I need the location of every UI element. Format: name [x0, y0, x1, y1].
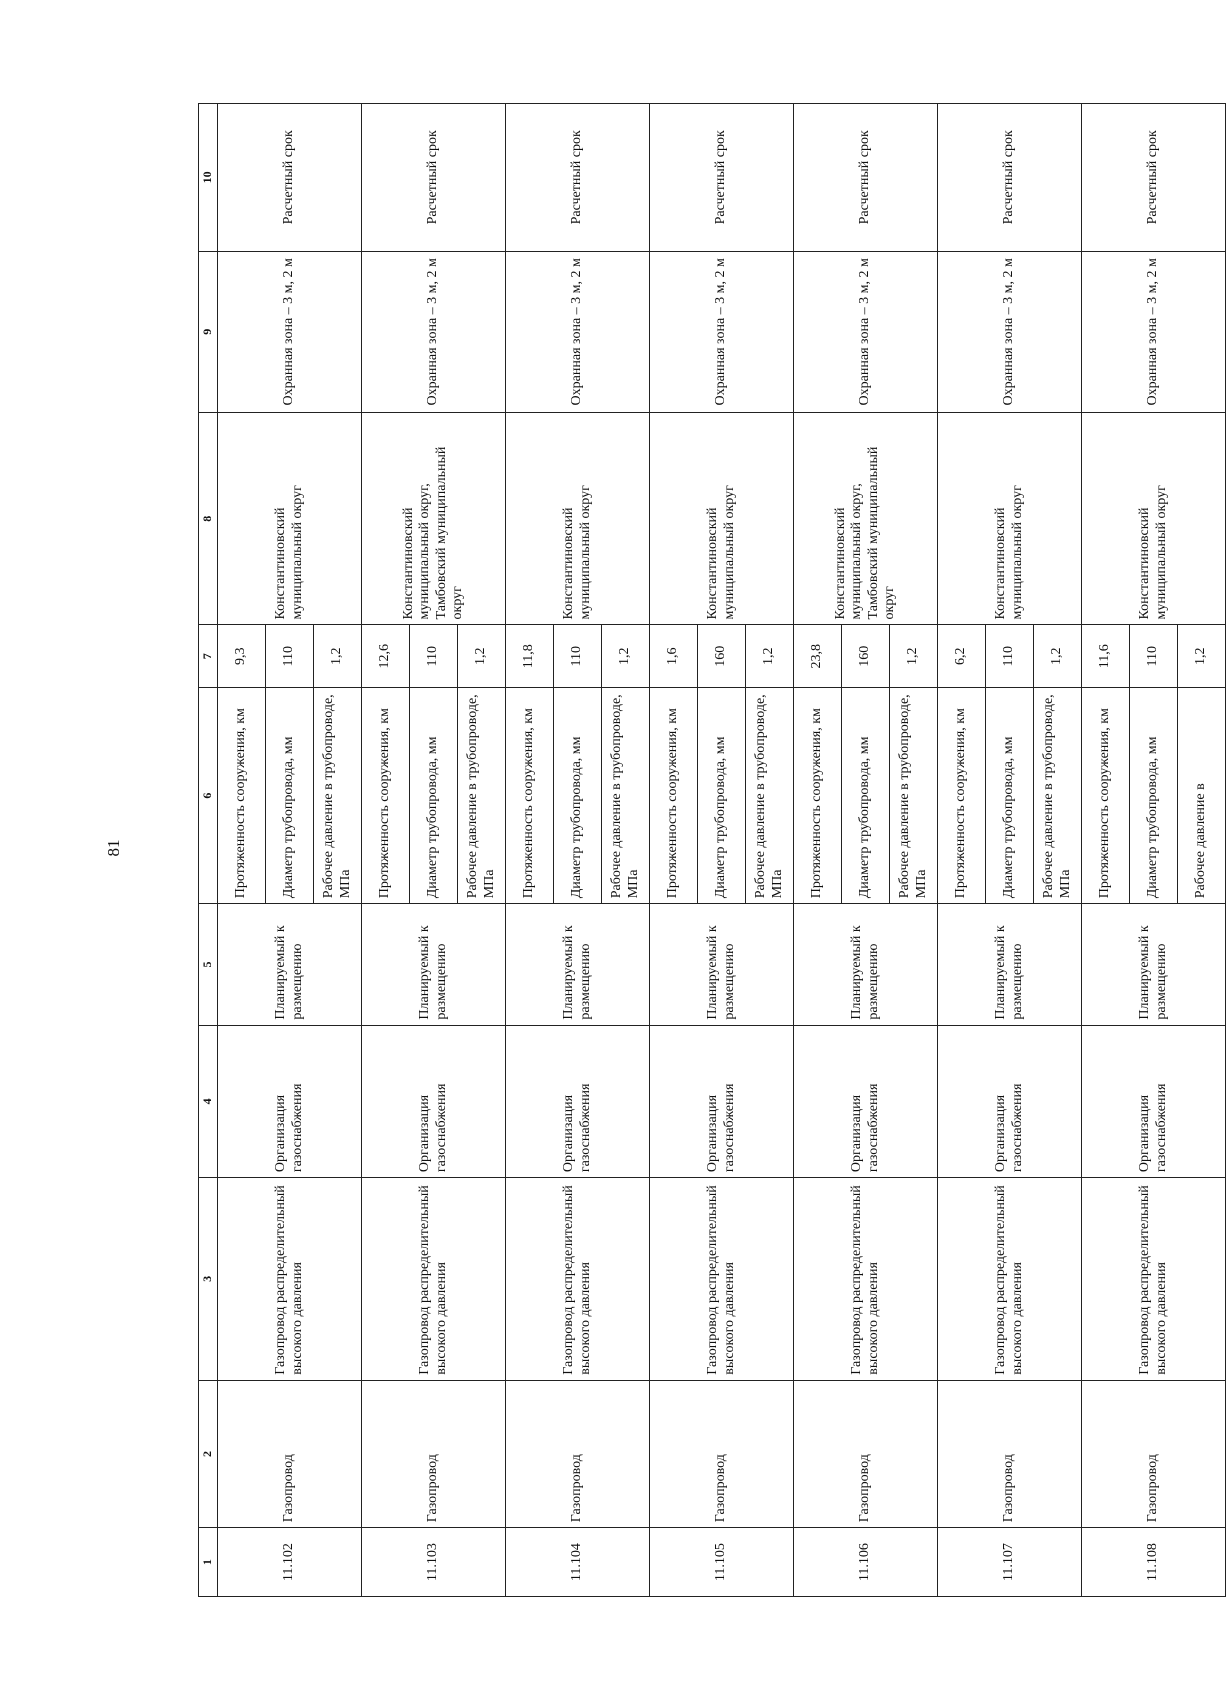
object-type: Газопровод	[1082, 1380, 1226, 1528]
object-zone: Охранная зона – 3 м, 2 м	[938, 251, 1082, 412]
object-zone: Охранная зона – 3 м, 2 м	[650, 251, 794, 412]
object-status: Планируемый к размещению	[650, 904, 794, 1025]
characteristic-value: 110	[410, 625, 458, 688]
object-name: Газопровод распределительный высокого давления	[938, 1178, 1082, 1381]
column-number: 1	[199, 1528, 218, 1597]
characteristic-value: 160	[698, 625, 746, 688]
characteristic-value: 12,6	[362, 625, 410, 688]
characteristic-value: 9,3	[218, 625, 266, 688]
object-term: Расчетный срок	[506, 104, 650, 252]
object-status: Планируемый к размещению	[218, 904, 362, 1025]
table-viewport	[198, 103, 1209, 1597]
characteristic-label: Рабочее давление в трубопроводе, МПа	[1034, 687, 1082, 903]
object-purpose: Организация газоснабжения	[1082, 1025, 1226, 1178]
characteristic-label: Диаметр трубопровода, мм	[698, 687, 746, 903]
object-type: Газопровод	[650, 1380, 794, 1528]
object-term: Расчетный срок	[650, 104, 794, 252]
characteristic-label: Протяженность сооружения, км	[362, 687, 410, 903]
characteristic-value: 23,8	[794, 625, 842, 688]
object-purpose: Организация газоснабжения	[650, 1025, 794, 1178]
object-location: Константиновский муниципальный округ	[938, 412, 1082, 625]
object-type: Газопровод	[938, 1380, 1082, 1528]
row-number: 11.108	[1082, 1528, 1226, 1597]
object-location: Константиновский муниципальный округ, Тамбовский муниципальный округ	[794, 412, 938, 625]
characteristic-label: Рабочее давление в трубопроводе, МПа	[890, 687, 938, 903]
characteristic-value: 160	[842, 625, 890, 688]
characteristic-value: 110	[266, 625, 314, 688]
characteristic-label: Рабочее давление в	[1178, 687, 1226, 903]
characteristic-label: Рабочее давление в трубопроводе, МПа	[746, 687, 794, 903]
row-number: 11.102	[218, 1528, 362, 1597]
object-name: Газопровод распределительный высокого давления	[794, 1178, 938, 1381]
row-number: 11.107	[938, 1528, 1082, 1597]
characteristic-label: Рабочее давление в трубопроводе, МПа	[602, 687, 650, 903]
object-location: Константиновский муниципальный округ	[1082, 412, 1226, 625]
object-location: Константиновский муниципальный округ	[650, 412, 794, 625]
column-number: 9	[199, 251, 218, 412]
characteristic-label: Протяженность сооружения, км	[506, 687, 554, 903]
row-number: 11.104	[506, 1528, 650, 1597]
characteristic-label: Диаметр трубопровода, мм	[842, 687, 890, 903]
characteristic-value: 1,2	[602, 625, 650, 688]
row-number: 11.106	[794, 1528, 938, 1597]
object-location: Константиновский муниципальный округ	[218, 412, 362, 625]
characteristic-label: Протяженность сооружения, км	[1082, 687, 1130, 903]
object-location: Константиновский муниципальный округ	[506, 412, 650, 625]
object-status: Планируемый к размещению	[506, 904, 650, 1025]
object-zone: Охранная зона – 3 м, 2 м	[1082, 251, 1226, 412]
characteristic-value: 110	[986, 625, 1034, 688]
characteristic-value: 11,6	[1082, 625, 1130, 688]
object-purpose: Организация газоснабжения	[218, 1025, 362, 1178]
characteristic-value: 1,2	[314, 625, 362, 688]
object-name: Газопровод распределительный высокого давления	[218, 1178, 362, 1381]
column-number: 2	[199, 1380, 218, 1528]
column-number: 6	[199, 687, 218, 903]
object-name: Газопровод распределительный высокого давления	[362, 1178, 506, 1381]
characteristic-value: 6,2	[938, 625, 986, 688]
characteristic-label: Диаметр трубопровода, мм	[986, 687, 1034, 903]
object-type: Газопровод	[506, 1380, 650, 1528]
characteristic-label: Протяженность сооружения, км	[218, 687, 266, 903]
characteristic-label: Рабочее давление в трубопроводе, МПа	[458, 687, 506, 903]
characteristic-value: 1,2	[1178, 625, 1226, 688]
object-type: Газопровод	[218, 1380, 362, 1528]
column-number: 7	[199, 625, 218, 688]
object-name: Газопровод распределительный высокого давления	[650, 1178, 794, 1381]
characteristic-value: 1,6	[650, 625, 698, 688]
object-purpose: Организация газоснабжения	[506, 1025, 650, 1178]
table-row	[938, 104, 986, 1597]
column-number-row	[199, 104, 218, 1597]
characteristic-value: 11,8	[506, 625, 554, 688]
object-zone: Охранная зона – 3 м, 2 м	[362, 251, 506, 412]
row-number: 11.103	[362, 1528, 506, 1597]
objects-table	[198, 103, 1226, 1597]
row-number: 11.105	[650, 1528, 794, 1597]
object-zone: Охранная зона – 3 м, 2 м	[794, 251, 938, 412]
object-status: Планируемый к размещению	[794, 904, 938, 1025]
characteristic-label: Диаметр трубопровода, мм	[1130, 687, 1178, 903]
object-term: Расчетный срок	[362, 104, 506, 252]
object-location: Константиновский муниципальный округ, Тамбовский муниципальный округ	[362, 412, 506, 625]
object-term: Расчетный срок	[1082, 104, 1226, 252]
object-term: Расчетный срок	[218, 104, 362, 252]
object-status: Планируемый к размещению	[1082, 904, 1226, 1025]
characteristic-label: Диаметр трубопровода, мм	[410, 687, 458, 903]
column-number: 3	[199, 1178, 218, 1381]
characteristic-value: 1,2	[746, 625, 794, 688]
characteristic-value: 110	[554, 625, 602, 688]
object-zone: Охранная зона – 3 м, 2 м	[506, 251, 650, 412]
table-row	[650, 104, 698, 1597]
object-zone: Охранная зона – 3 м, 2 м	[218, 251, 362, 412]
object-term: Расчетный срок	[794, 104, 938, 252]
characteristic-value: 1,2	[458, 625, 506, 688]
object-status: Планируемый к размещению	[362, 904, 506, 1025]
characteristic-label: Протяженность сооружения, км	[650, 687, 698, 903]
table-row	[218, 104, 266, 1597]
object-type: Газопровод	[794, 1380, 938, 1528]
table-row	[362, 104, 410, 1597]
column-number: 10	[199, 104, 218, 252]
page-number: 81	[104, 839, 123, 857]
table-row	[1082, 104, 1130, 1597]
object-status: Планируемый к размещению	[938, 904, 1082, 1025]
object-term: Расчетный срок	[938, 104, 1082, 252]
column-number: 4	[199, 1025, 218, 1178]
column-number: 5	[199, 904, 218, 1025]
object-name: Газопровод распределительный высокого давления	[506, 1178, 650, 1381]
object-purpose: Организация газоснабжения	[794, 1025, 938, 1178]
characteristic-label: Протяженность сооружения, км	[938, 687, 986, 903]
characteristic-label: Диаметр трубопровода, мм	[266, 687, 314, 903]
table-row	[506, 104, 554, 1597]
characteristic-label: Рабочее давление в трубопроводе, МПа	[314, 687, 362, 903]
characteristic-value: 110	[1130, 625, 1178, 688]
object-type: Газопровод	[362, 1380, 506, 1528]
object-purpose: Организация газоснабжения	[938, 1025, 1082, 1178]
table-row	[794, 104, 842, 1597]
column-number: 8	[199, 412, 218, 625]
object-purpose: Организация газоснабжения	[362, 1025, 506, 1178]
characteristic-label: Протяженность сооружения, км	[794, 687, 842, 903]
characteristic-value: 1,2	[890, 625, 938, 688]
characteristic-value: 1,2	[1034, 625, 1082, 688]
characteristic-label: Диаметр трубопровода, мм	[554, 687, 602, 903]
object-name: Газопровод распределительный высокого давления	[1082, 1178, 1226, 1381]
